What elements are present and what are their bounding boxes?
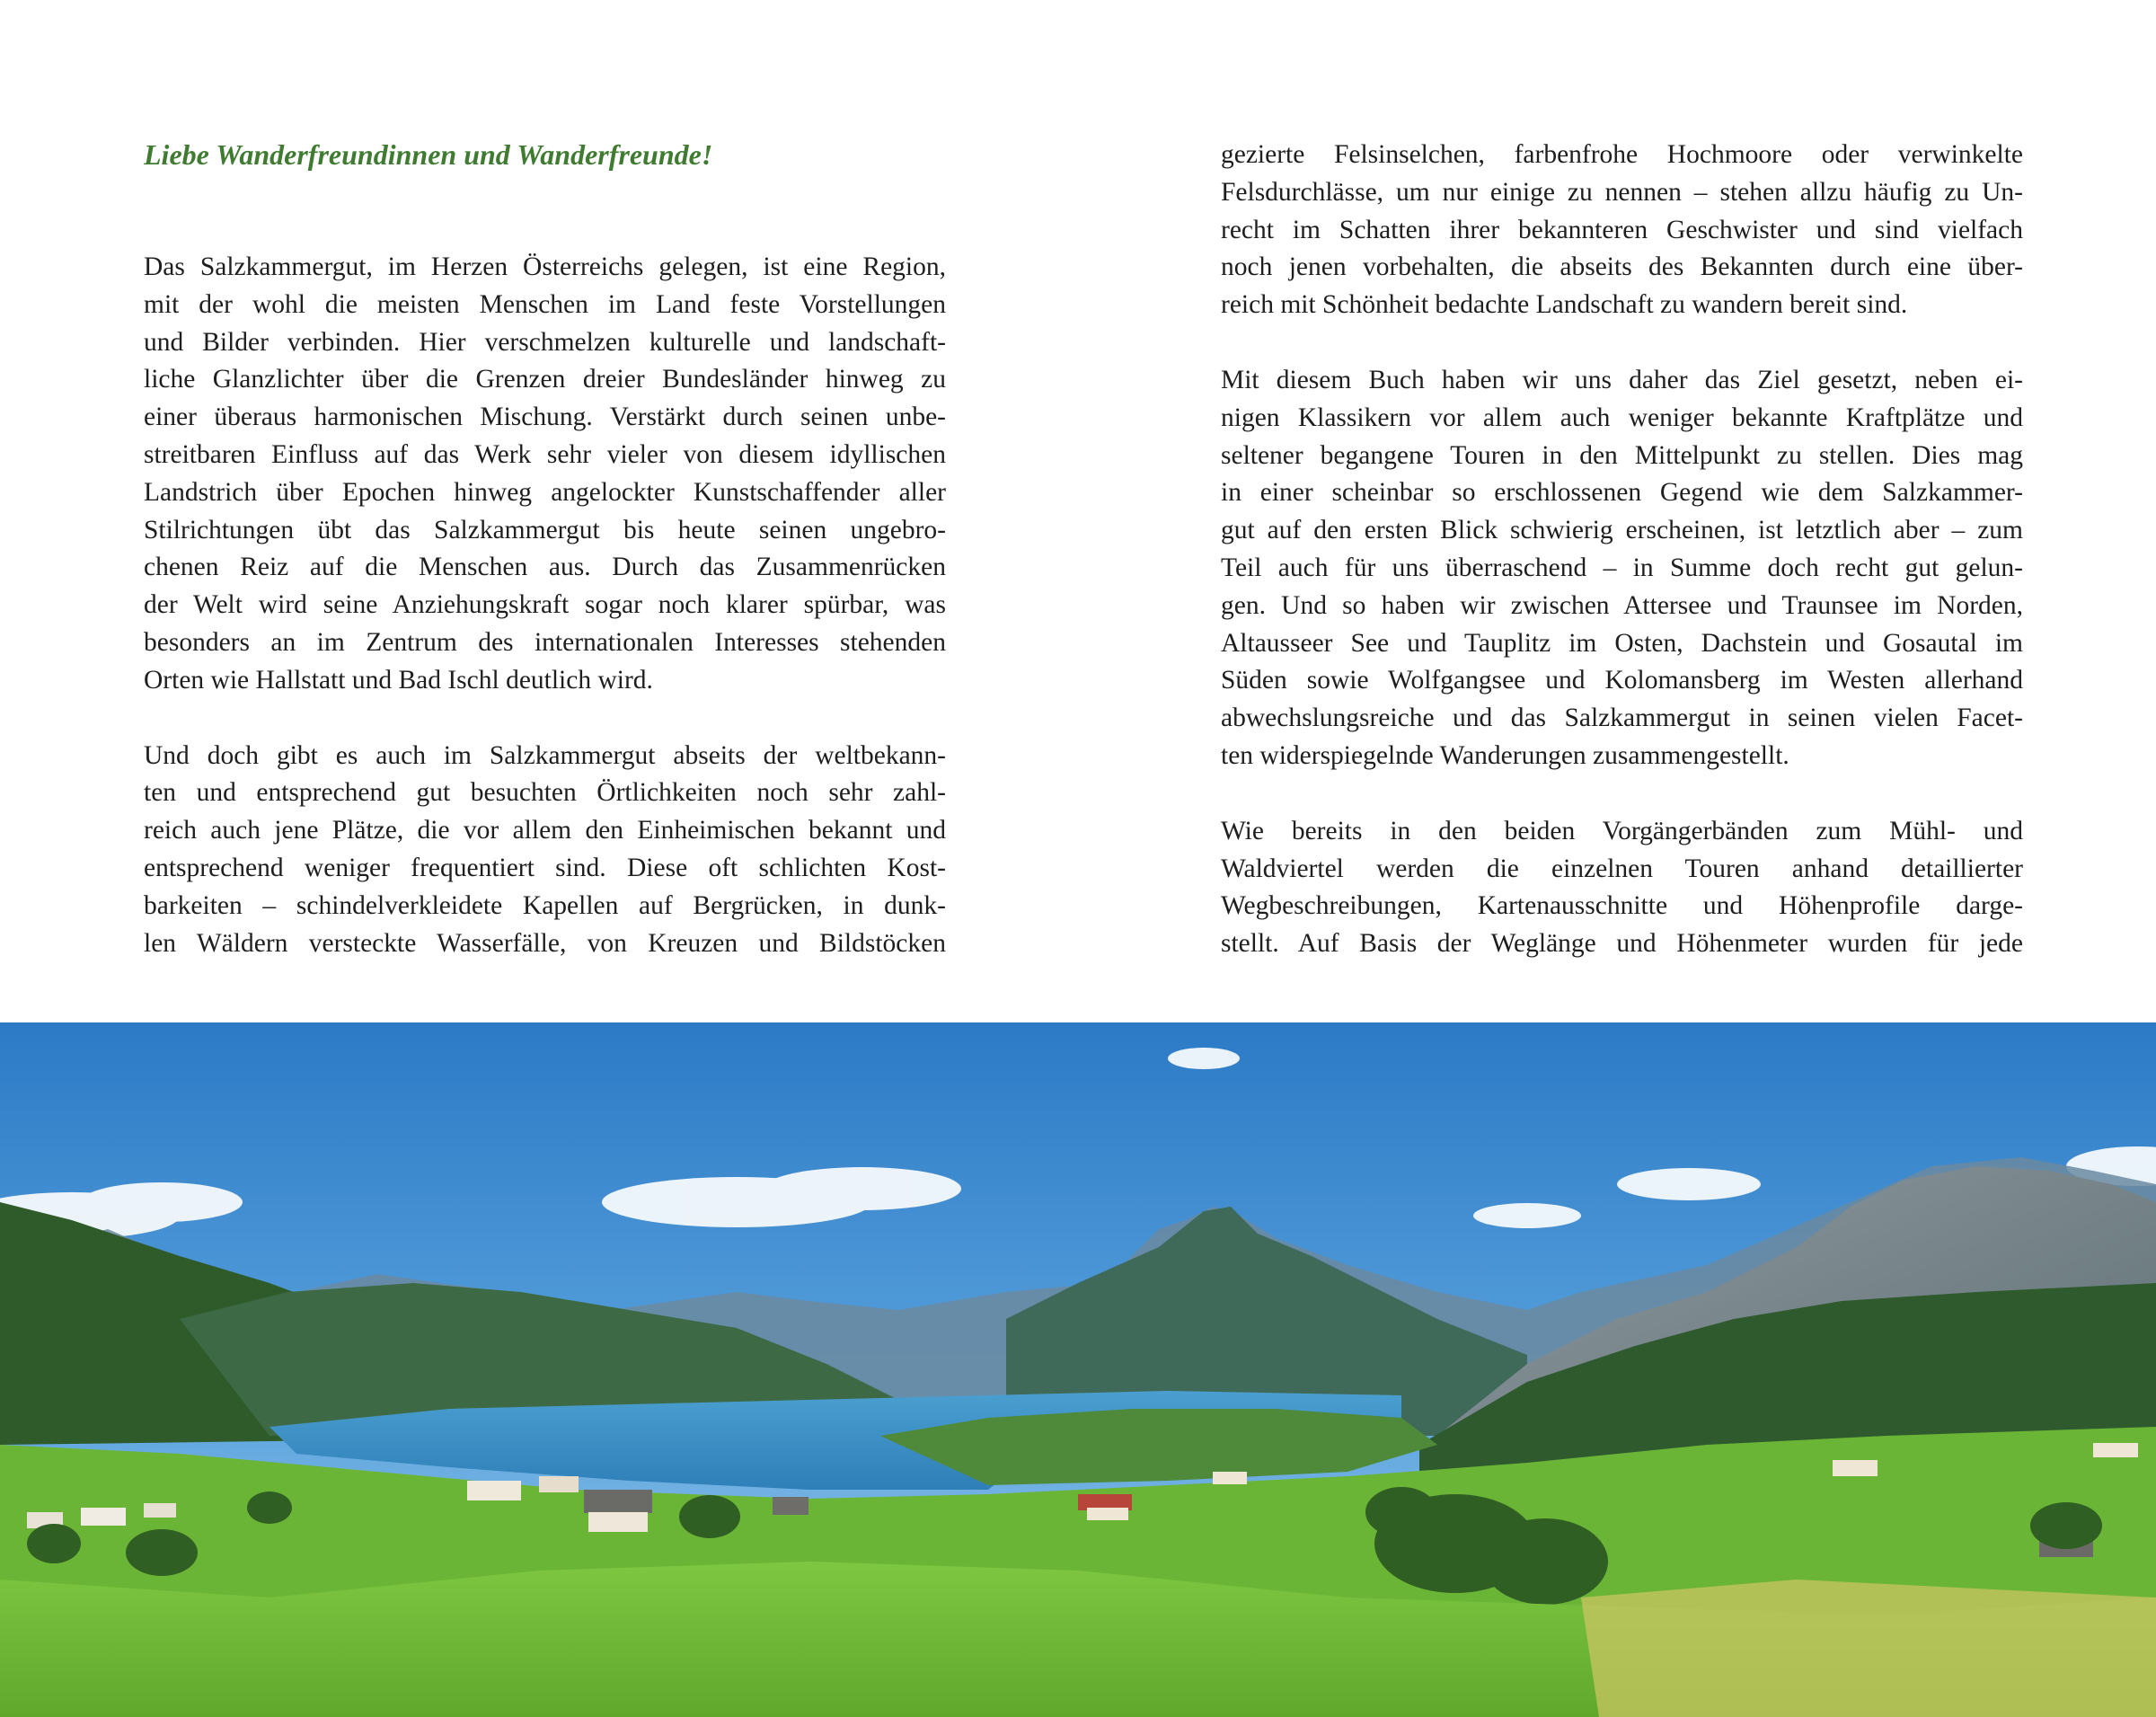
text-line: Süden sowie Wolfgangsee und Kolomansberg im Westen allerhand xyxy=(1221,666,2023,695)
text-line: barkeiten – schindelverkleidete Kapellen auf Bergrücken, in dunk- xyxy=(144,890,946,920)
left-paragraph-1 xyxy=(144,249,946,700)
text-line: gut auf den ersten Blick schwierig erscheinen, ist letztlich aber – zum xyxy=(1221,516,2023,545)
text-line: Orten wie Hallstatt und Bad Ischl deutlich wird. xyxy=(144,665,653,695)
text-line: chenen Reiz auf die Menschen aus. Durch das Zusammenrücken xyxy=(144,553,946,582)
text-line: Das Salzkammergut, im Herzen Österreichs gelegen, ist eine Region, xyxy=(144,252,946,281)
text-line: Wegbeschreibungen, Kartenausschnitte und Höhenprofile darge- xyxy=(1221,891,2023,921)
text-line: der Welt wird seine Anziehungskraft sogar noch klarer spürbar, was xyxy=(144,590,946,620)
text-line: recht im Schatten ihrer bekannteren Geschwister und sind vielfach xyxy=(1221,215,2023,244)
text-line: Teil auch für uns überraschend – in Summe doch recht gut gelun- xyxy=(1221,553,2023,582)
text-line: Altausseer See und Tauplitz im Osten, Dachstein und Gosautal im xyxy=(1221,628,2023,658)
right-paragraph-1 xyxy=(1221,137,2023,324)
text-line: nigen Klassikern vor allem auch weniger bekannte Kraftplätze und xyxy=(1221,403,2023,432)
text-line: seltener begangene Touren in den Mittelpunkt zu stellen. Dies mag xyxy=(1221,440,2023,470)
text-line: Wie bereits in den beiden Vorgängerbänden zum Mühl- und xyxy=(1221,816,2023,845)
text-line: und Bilder verbinden. Hier verschmelzen kulturelle und landschaft- xyxy=(144,327,946,357)
right-paragraph-3 xyxy=(1221,813,2023,963)
text-line: in einer scheinbar so erschlossenen Gegend wie dem Salzkammer- xyxy=(1221,478,2023,508)
text-line: einer überaus harmonischen Mischung. Verstärkt durch seinen unbe- xyxy=(144,403,946,432)
text-line: stellt. Auf Basis der Weglänge und Höhenmeter wurden für jede xyxy=(1221,929,2023,959)
text-line: reich auch jene Plätze, die vor allem den Einheimischen bekannt und xyxy=(144,816,946,845)
text-line: Waldviertel werden die einzelnen Touren anhand detaillierter xyxy=(1221,854,2023,883)
text-line: Mit diesem Buch haben wir uns daher das Ziel gesetzt, neben ei- xyxy=(1221,365,2023,394)
text-line: besonders an im Zentrum des internationalen Interesses stehenden xyxy=(144,627,946,657)
text-line: Felsdurchlässe, um nur einige zu nennen – stehen allzu häufig zu Un- xyxy=(1221,177,2023,207)
text-line: reich mit Schönheit bedachte Landschaft zu wandern bereit sind. xyxy=(1221,290,1908,320)
text-line: ten und entsprechend gut besuchten Örtlichkeiten noch sehr zahl- xyxy=(144,778,946,808)
left-column xyxy=(144,135,946,962)
text-line: Stilrichtungen übt das Salzkammergut bis heute seinen ungebro- xyxy=(144,515,946,544)
text-line: Und doch gibt es auch im Salzkammergut abseits der weltbekann- xyxy=(144,740,946,770)
landscape-illustration xyxy=(0,1022,2156,1717)
text-line: Landstrich über Epochen hinweg angelockter Kunstschaffender aller xyxy=(144,477,946,507)
text-line: gezierte Felsinselchen, farbenfrohe Hochmoore oder verwinkelte xyxy=(1221,140,2023,169)
right-column xyxy=(1221,137,2023,963)
landscape-photo xyxy=(0,1022,2156,1717)
text-line: abwechslungsreiche und das Salzkammergut in seinen vielen Facet- xyxy=(1221,704,2023,733)
text-line: noch jenen vorbehalten, die abseits des Bekannten durch eine über- xyxy=(1221,252,2023,282)
right-paragraph-2 xyxy=(1221,362,2023,775)
text-line: gen. Und so haben wir zwischen Attersee und Traunsee im Norden, xyxy=(1221,590,2023,620)
text-line: mit der wohl die meisten Menschen im Land feste Vorstellungen xyxy=(144,289,946,319)
golden-field xyxy=(1581,1580,2156,1717)
text-line: entsprechend weniger frequentiert sind. Diese oft schlichten Kost- xyxy=(144,853,946,882)
text-line: streitbaren Einfluss auf das Werk sehr vieler von diesem idyllischen xyxy=(144,439,946,469)
left-paragraph-2 xyxy=(144,738,946,963)
page-heading: Liebe Wanderfreundinnen und Wanderfreunde! xyxy=(144,138,713,171)
text-line: liche Glanzlichter über die Grenzen dreier Bundesländer hinweg zu xyxy=(144,365,946,394)
text-line: ten widerspiegelnde Wanderungen zusammengestellt. xyxy=(1221,740,1789,770)
text-line: len Wäldern versteckte Wasserfälle, von Kreuzen und Bildstöcken xyxy=(144,928,946,958)
